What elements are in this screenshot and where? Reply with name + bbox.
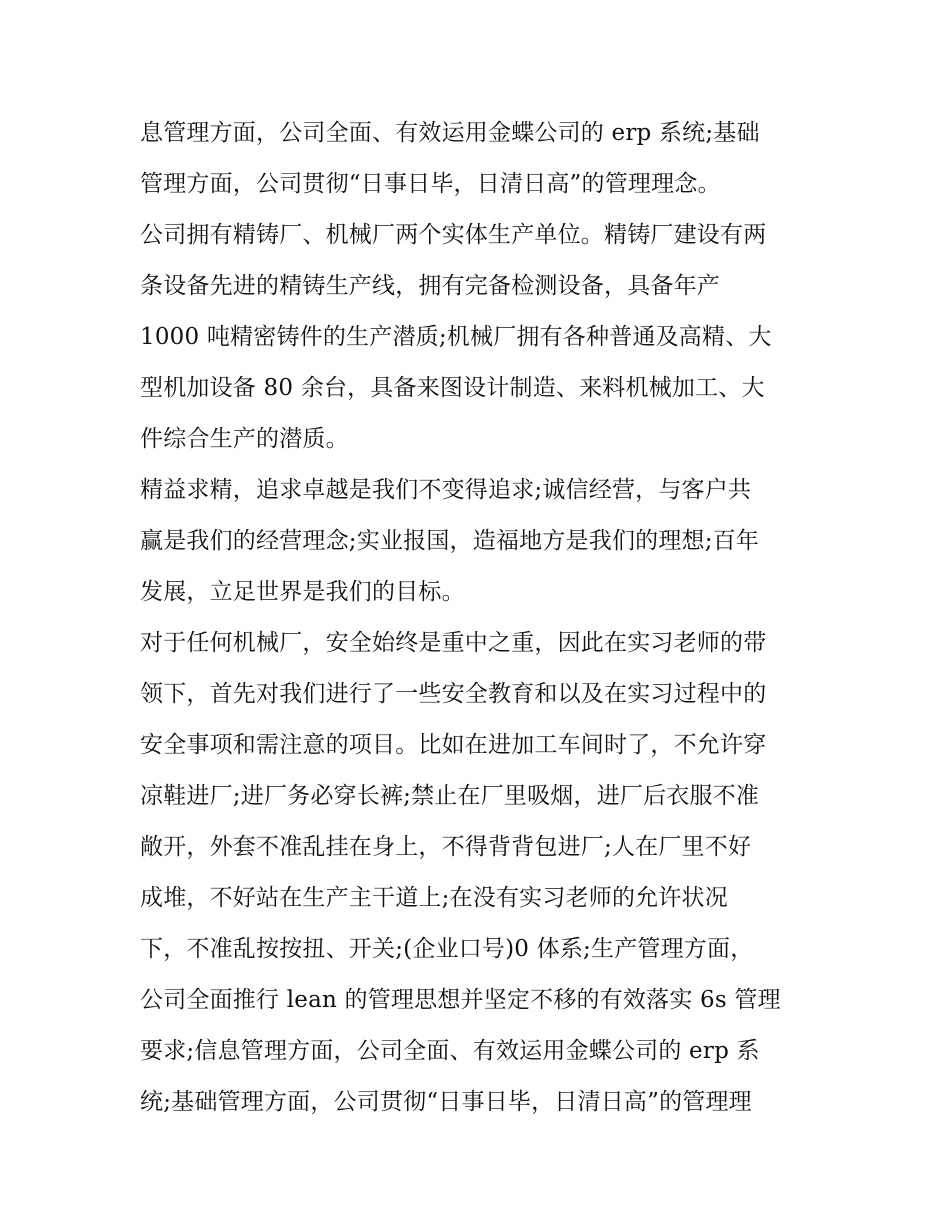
text-line-17: 下，不准乱按按扭、开关;(企业口号)0 体系;生产管理方面，: [140, 936, 754, 962]
text-line-12: 领下，首先对我们进行了一些安全教育和以及在实习过程中的: [140, 681, 767, 707]
text-line-11: 对于任何机械厂，安全始终是重中之重，因此在实习老师的带: [140, 630, 767, 656]
body-text: [140, 108, 820, 1128]
text-line-6: 型机加设备 80 余台，具备来图设计制造、来料机械加工、大: [140, 375, 765, 401]
text-line-1: 息管理方面，公司全面、有效运用金蝶公司的 erp 系统;基础: [140, 120, 760, 146]
text-line-5: 1000 吨精密铸件的生产潜质;机械厂拥有各种普通及高精、大: [140, 324, 772, 350]
text-line-2: 管理方面，公司贯彻“日事日毕，日清日高”的管理理念。: [140, 171, 721, 197]
text-line-9: 赢是我们的经营理念;实业报国，造福地方是我们的理想;百年: [140, 528, 760, 554]
text-line-20: 统;基础管理方面，公司贯彻“日事日毕，日清日高”的管理理: [140, 1089, 752, 1115]
text-line-16: 成堆，不好站在生产主干道上;在没有实习老师的允许状况: [140, 885, 728, 911]
text-line-10: 发展，立足世界是我们的目标。: [140, 579, 465, 605]
text-line-3: 公司拥有精铸厂、机械厂两个实体生产单位。精铸厂建设有两: [140, 222, 767, 248]
text-line-18: 公司全面推行 lean 的管理思想并坚定不移的有效落实 6s 管理: [140, 987, 781, 1013]
text-line-7: 件综合生产的潜质。: [140, 426, 349, 452]
text-line-13: 安全事项和需注意的项目。比如在进加工车间时了，不允许穿: [140, 732, 767, 758]
text-line-15: 敞开，外套不准乱挂在身上，不得背背包进厂;人在厂里不好: [140, 834, 752, 860]
text-line-4: 条设备先进的精铸生产线，拥有完备检测设备，具备年产: [140, 273, 720, 299]
text-line-8: 精益求精，追求卓越是我们不变得追求;诚信经营，与客户共: [140, 477, 752, 503]
text-line-14: 凉鞋进厂;进厂务必穿长裤;禁止在厂里吸烟，进厂后衣服不准: [140, 783, 760, 809]
text-line-19: 要求;信息管理方面，公司全面、有效运用金蝶公司的 erp 系: [140, 1038, 760, 1064]
